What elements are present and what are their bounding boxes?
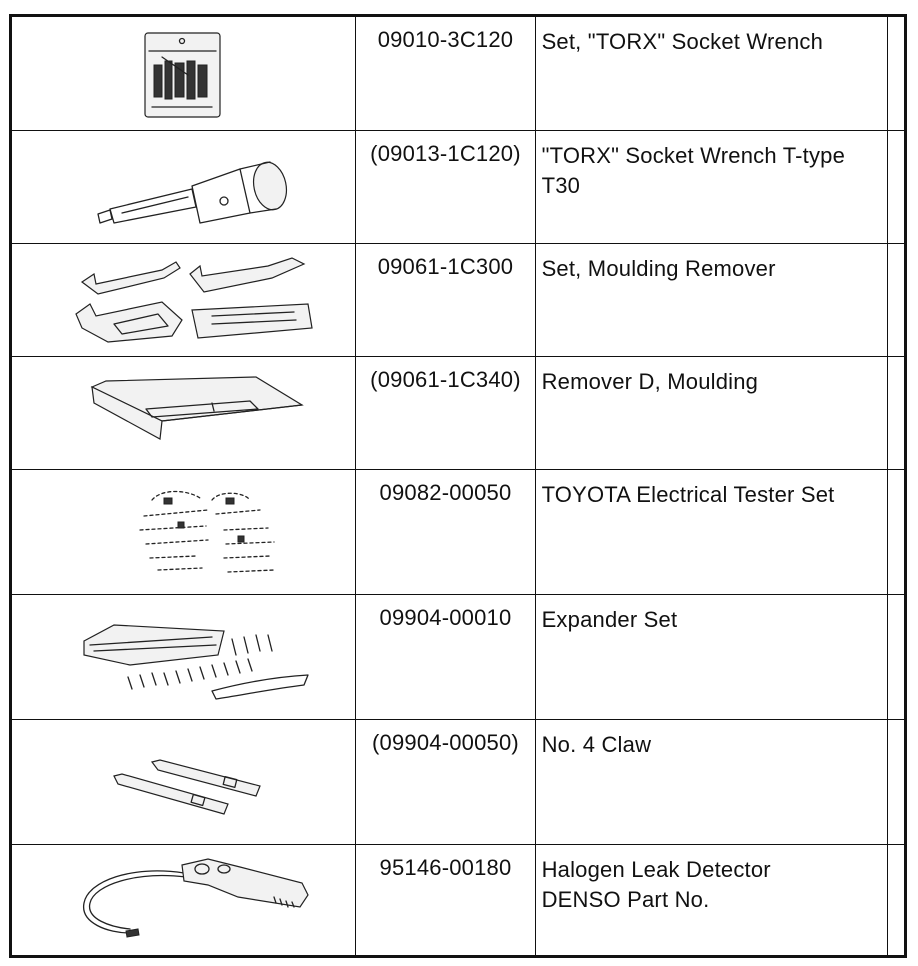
note-cell	[887, 845, 905, 957]
description-cell	[535, 470, 887, 595]
description-line: No. 4 Claw	[541, 732, 652, 757]
table-row	[11, 845, 906, 957]
description-line: Expander Set	[541, 607, 678, 632]
table-row	[11, 16, 906, 131]
part-number-cell	[356, 16, 535, 131]
table-row	[11, 244, 906, 357]
table-row	[11, 720, 906, 845]
description-line: Halogen Leak Detector	[541, 857, 771, 882]
table-row	[11, 470, 906, 595]
note-cell	[887, 131, 905, 244]
torx-socket-wrench-set-icon	[12, 17, 357, 130]
note-cell	[887, 470, 905, 595]
table-row	[11, 131, 906, 244]
moulding-remover-set-icon	[12, 244, 357, 356]
description-cell	[535, 595, 887, 720]
part-number: 09061-1C300	[377, 254, 514, 279]
part-number: 09082-00050	[379, 480, 512, 505]
tool-illustration-cell	[11, 845, 356, 957]
part-number-cell	[356, 595, 535, 720]
torx-t-type-socket-icon	[12, 131, 357, 243]
description-line: Set, Moulding Remover	[541, 256, 776, 281]
note-cell	[887, 244, 905, 357]
part-number-cell	[356, 131, 535, 244]
description-cell	[535, 357, 887, 470]
table-row	[11, 595, 906, 720]
description-line: Remover D, Moulding	[541, 369, 759, 394]
part-number-cell	[356, 720, 535, 845]
part-number-cell	[356, 470, 535, 595]
description-line: Set, "TORX" Socket Wrench	[541, 29, 824, 54]
description-cell	[535, 16, 887, 131]
part-number: (09061-1C340)	[370, 367, 521, 392]
part-number: (09904-00050)	[372, 730, 519, 755]
halogen-leak-detector-icon	[12, 845, 357, 955]
tool-illustration-cell	[11, 16, 356, 131]
claw-tool-icon	[12, 720, 357, 844]
description-line: T30	[541, 173, 581, 198]
electrical-tester-set-icon	[12, 470, 357, 594]
tool-illustration-cell	[11, 131, 356, 244]
part-number: 09010-3C120	[377, 27, 514, 52]
note-cell	[887, 595, 905, 720]
tool-illustration-cell	[11, 244, 356, 357]
part-number: (09013-1C120)	[370, 141, 521, 166]
special-tools-table	[9, 14, 907, 958]
tool-illustration-cell	[11, 357, 356, 470]
description-cell	[535, 845, 887, 957]
description-line: DENSO Part No.	[541, 887, 710, 912]
part-number: 09904-00010	[379, 605, 512, 630]
description-line: "TORX" Socket Wrench T-type	[541, 143, 846, 168]
part-number: 95146-00180	[379, 855, 512, 880]
note-cell	[887, 720, 905, 845]
part-number-cell	[356, 845, 535, 957]
moulding-remover-d-icon	[12, 357, 357, 469]
table-row	[11, 357, 906, 470]
description-line: TOYOTA Electrical Tester Set	[541, 482, 835, 507]
part-number-cell	[356, 357, 535, 470]
note-cell	[887, 16, 905, 131]
part-number-cell	[356, 244, 535, 357]
note-cell	[887, 357, 905, 470]
description-cell	[535, 131, 887, 244]
tool-illustration-cell	[11, 470, 356, 595]
tool-illustration-cell	[11, 595, 356, 720]
tool-illustration-cell	[11, 720, 356, 845]
description-cell	[535, 720, 887, 845]
expander-set-icon	[12, 595, 357, 719]
description-cell	[535, 244, 887, 357]
